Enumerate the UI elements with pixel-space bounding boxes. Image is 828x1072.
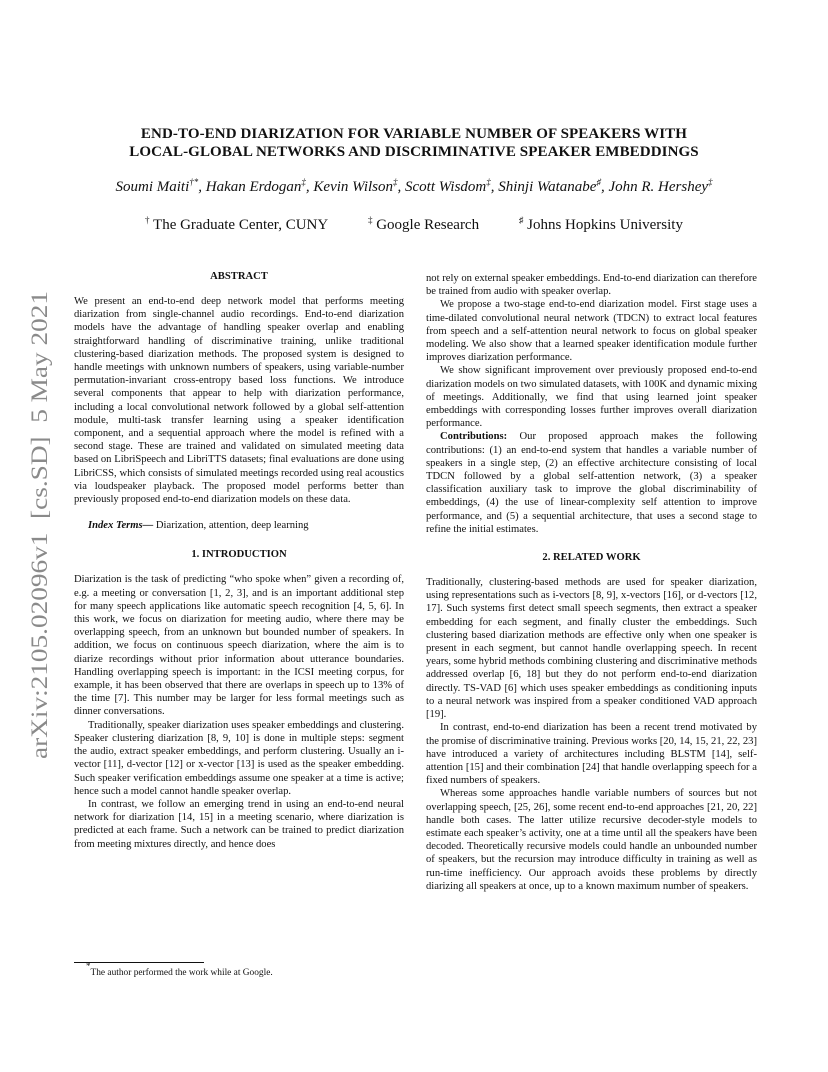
author-2: Hakan Erdogan‡, [205, 177, 314, 195]
author-list [40, 178, 788, 196]
related-work-heading: 2. RELATED WORK [542, 552, 641, 564]
abstract-text: We present an end-to-end deep network model that performs meeting diarization from single-channel audio recordings. End-to-end diarization models have the advantage of handling speaker overlap and enabling straightforward handling of discriminative training, unlike traditional clustering-based diarization methods. The proposed system is designed to handle meetings with unknown numbers of speakers, using variable-number permutation-invariant cross-entropy based loss functions. We introduce several components that appear to help with diarization performance, including a local convolutional network followed by a global self-attention module, multi-task transfer learning using a speaker identification component, and a sequential approach where the model is refined with a second stage. These are trained and validated on simulated meeting data based on LibriSpeech and LibriTTS datasets; final evaluations are done using LibriCSS, which consists of simulated meetings recorded using real acoustics via loudspeaker playback. The proposed model performs better than previously proposed end-to-end diarization models on these data. [74, 296, 404, 506]
intro-paragraph-2: Traditionally, speaker diarization uses speaker embeddings and clustering. Speaker clustering diarization [8, 9, 10] is done in multiple steps: segment the audio, extract speaker embeddings, and perform clustering. Usually an i-vector [11], d-vector [12] or x-vector [13] is used as the speaker embedding. Such speaker verification embeddings assume one speaker at a time is active; hence such a model cannot handle speaker overlap. [74, 719, 404, 797]
intro-paragraph-6: We show significant improvement over previously proposed end-to-end diarization models on two simulated datasets, with 100K and dynamic mixing of meetings. Additionally, we find that using learned joint speaker embeddings with corresponding losses further improves overall diarization performance. [426, 365, 757, 430]
author-3: Kevin Wilson‡, [313, 177, 405, 195]
title-line-2: LOCAL-GLOBAL NETWORKS AND DISCRIMINATIVE SPEAKER EMBEDDINGS [129, 144, 699, 160]
right-column [426, 272, 757, 893]
author-6: John R. Hershey‡ [608, 177, 713, 195]
intro-paragraph-4: not rely on external speaker embeddings. End-to-end diarization can therefore be trained from audio with speaker overlap. [426, 273, 757, 298]
arxiv-identifier-text: arXiv:2105.02096v1 [cs.SD] 5 May 2021 [27, 364, 52, 759]
footnote-divider [74, 962, 204, 963]
related-paragraph-1: Traditionally, clustering-based methods are used for speaker diarization, using representations such as i-vectors [8, 9], x-vectors [16], or d-vectors [12, 17]. Such systems first detect small speech segments, then extract a speaker embedding for each segment, and finally cluster the embeddings. Such clustering based diarization methods are effective only when one speaker is present in each segment, but cannot handle overlapping speech. In recent years, some hybrid methods combining clustering and discriminative methods addressed overlap [6, 18] but they do not perform end-to-end diarization directly. TS-VAD [6] which uses speaker embeddings as conditioning inputs to a neural network was inspired from a speaker conditioned VAD approach [19]. [426, 577, 757, 721]
abstract-heading: ABSTRACT [210, 271, 268, 282]
related-paragraph-3: Whereas some approaches handle variable numbers of sources but not overlapping speech, [25, 26], some recent end-to-end approaches [21, 20, 22] handle both cases. The latter utilize recursive decoder-style models to estimate each speaker’s activity, one at a time until all the speakers have been decoded. Theoretically recursive models could handle an unbounded number of speakers, but the recursion may introduce difficulty in training as well as run-time inefficiency. Our approach avoids these problems by directly diarizing all speakers at once, up to a known maximum number of speakers. [426, 788, 757, 892]
contributions-text: Our proposed approach makes the following contributions: (1) an end-to-end system that handles a variable number of speakers in a single step, (2) an effective architecture consisting of local TDCN followed by a global self-attention network, (3) a speaker classification auxiliary task to improve the global discriminability of embeddings, (4) the use of linear-complexity self attention to improve performance, and (5) a sequential architecture, that uses a second stage to refine the initial estimates. [426, 431, 757, 535]
affiliation-google: ‡ Google Research [367, 215, 480, 233]
footnote-mark: * [86, 961, 91, 971]
arxiv-identifier-stamp [16, 289, 56, 759]
intro-paragraph-1: Diarization is the task of predicting “who spoke when” given a recording of, e.g. a meeting or conversation [1, 2, 3], and is an important additional step for many speech applications like automatic speech recognition [4, 5, 6]. In this work, we focus on diarization for meeting audio, where there may be overlapping speech, from an unknown but bounded number of speakers. In addition, we focus on continuous speech diarization, where the aim is to diarize recordings without prior information about utterance boundaries. Handling overlapping speech is important: in the ICSI meeting corpus, for example, it has been observed that there are overlaps in speech up to 13% of the time [7]. This number may be larger for less formal meetings such as dinner conversations. [74, 574, 404, 718]
contributions-label: Contributions: [440, 431, 508, 443]
author-1: Soumi Maiti†*, [115, 177, 206, 195]
index-terms-text: Diarization, attention, deep learning [153, 520, 309, 532]
footnote [86, 961, 406, 979]
footnote-text: The author performed the work while at Google. [90, 968, 273, 978]
index-terms-label: Index Terms— [88, 520, 154, 532]
paper-title [60, 125, 768, 161]
intro-paragraph-3: In contrast, we follow an emerging trend in using an end-to-end neural network for diarization [14, 15] in a meeting scenario, where diarization is predicted at each frame. Such a network can be trained to predict diarization from meeting mixtures directly, and hence does [74, 798, 404, 850]
affiliation-jhu: ♯ Johns Hopkins University [518, 215, 683, 233]
author-4: Scott Wisdom‡, [405, 177, 499, 195]
contributions-paragraph [426, 430, 757, 536]
introduction-heading: 1. INTRODUCTION [191, 549, 287, 561]
author-5: Shinji Watanabe♯, [498, 177, 609, 195]
related-paragraph-2: In contrast, end-to-end diarization has been a recent trend motivated by the promise of discriminative training. Previous works [20, 14, 15, 21, 22, 23] have introduced a variety of architectures including BLSTM [14], self-attention [15] and their combination [24] that handle overlapping speech for a fixed numbers of speakers. [426, 722, 757, 787]
index-terms [74, 519, 404, 532]
intro-paragraph-5: We propose a two-stage end-to-end diarization model. First stage uses a time-dilated convolutional neural network (TDCN) to extract local features from speech and a self-attention neural network to focus on global speaker modeling. We also show that a learned speaker identification module further improves diarization performance. [426, 299, 757, 364]
affiliation-cuny: † The Graduate Center, CUNY [145, 215, 329, 233]
affiliation-list [40, 216, 788, 234]
title-line-1: END-TO-END DIARIZATION FOR VARIABLE NUMBER OF SPEAKERS WITH [140, 126, 688, 142]
left-column [74, 270, 404, 851]
